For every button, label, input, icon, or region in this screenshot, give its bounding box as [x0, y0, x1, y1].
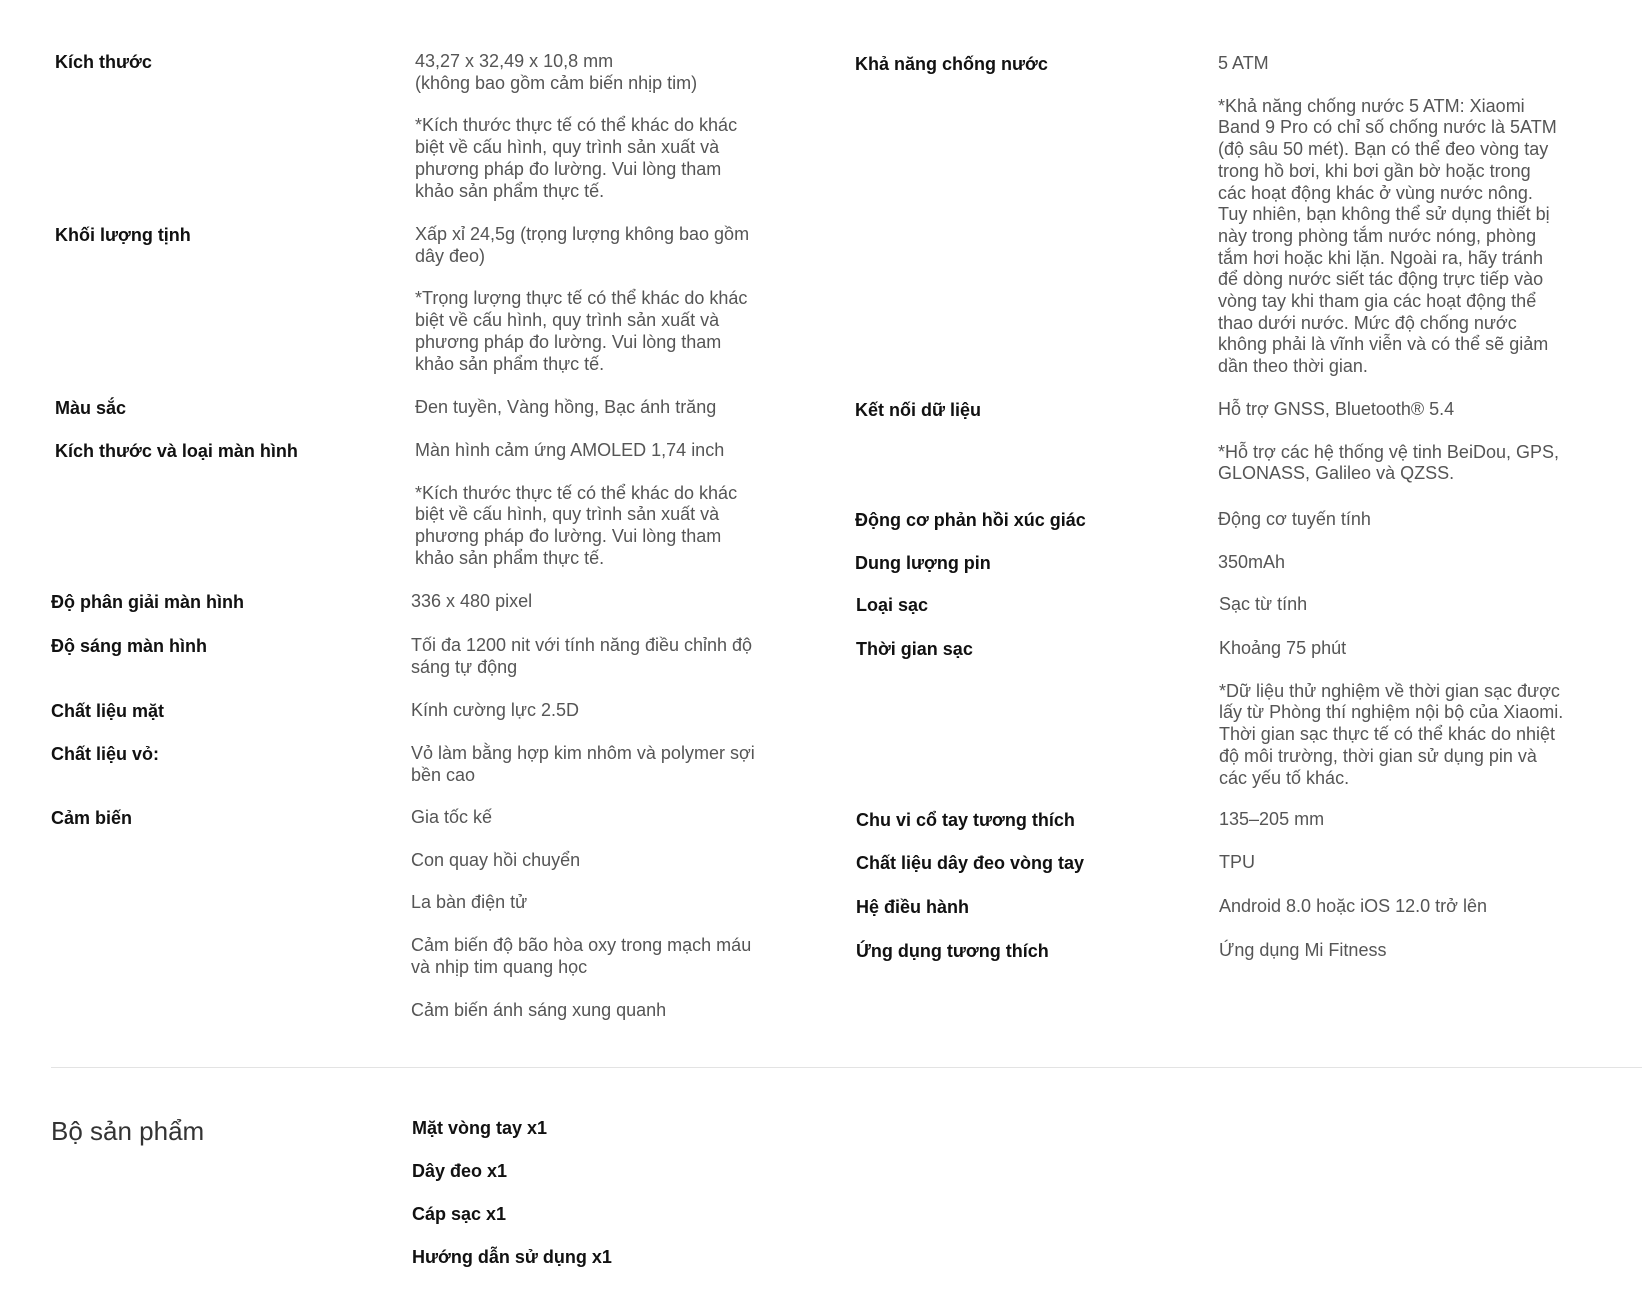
- spec-label: Loại sạc: [856, 595, 929, 615]
- spec-value: Gia tốc kế: [411, 807, 493, 827]
- package-list: [412, 1117, 612, 1268]
- spec-values: [411, 591, 756, 613]
- spec-value: *Khả năng chống nước 5 ATM: Xiaomi Band 9 Pro có chỉ số chống nước là 5ATM (độ sâu 50 mét). Bạn có thể đeo vòng tay trong hồ bơi, khi bơi gần bờ hoặc trong các hoạt động khác ở vùng nước nông. Tuy nhiên, bạn không thể sử dụng thiết bị này trong phòng tắm nước nóng, phòng tắm hơi hoặc khi lặn. Ngoài ra, hãy tránh để dòng nước siết tác động trực tiếp vào vòng tay khi tham gia các hoạt động thể thao dưới nước. Mức độ chống nước không phải là vĩnh viễn và có thể sẽ giảm dần theo thời gian.: [1218, 95, 1557, 377]
- spec-label: Kích thước: [55, 52, 152, 72]
- spec-value: Con quay hồi chuyển: [411, 849, 581, 870]
- spec-value: TPU: [1219, 852, 1255, 872]
- spec-value: Động cơ tuyến tính: [1218, 509, 1371, 529]
- spec-value: Sạc từ tính: [1219, 594, 1308, 614]
- spec-values: [1218, 53, 1563, 378]
- spec-label: Thời gian sạc: [856, 639, 973, 659]
- spec-value: Android 8.0 hoặc iOS 12.0 trở lên: [1219, 896, 1487, 916]
- spec-values: [415, 51, 760, 202]
- spec-label: Chất liệu vỏ:: [51, 744, 160, 764]
- spec-label: Khối lượng tịnh: [55, 225, 191, 245]
- spec-values: [411, 743, 756, 786]
- spec-label: Chất liệu dây đeo vòng tay: [856, 853, 1085, 873]
- spec-value: Ứng dụng Mi Fitness: [1219, 940, 1387, 960]
- spec-values: [411, 807, 756, 1021]
- spec-label: Cảm biến: [51, 808, 133, 828]
- spec-values: [1218, 509, 1563, 531]
- spec-values: [415, 440, 760, 570]
- spec-values: [411, 700, 756, 722]
- spec-value: Tối đa 1200 nit với tính năng điều chỉnh độ sáng tự động: [411, 635, 753, 677]
- spec-values: [1219, 809, 1564, 831]
- spec-label: Động cơ phản hồi xúc giác: [855, 510, 1086, 530]
- spec-value: Kính cường lực 2.5D: [411, 700, 579, 720]
- spec-values: [1219, 852, 1564, 874]
- spec-label: Ứng dụng tương thích: [856, 941, 1049, 961]
- spec-values: [1219, 940, 1564, 962]
- spec-value: 43,27 x 32,49 x 10,8 mm (không bao gồm cảm biến nhịp tim): [415, 51, 698, 93]
- spec-values: [411, 635, 756, 678]
- spec-label: Độ sáng màn hình: [51, 636, 208, 656]
- spec-values: [1219, 896, 1564, 918]
- spec-values: [1218, 552, 1563, 574]
- spec-value: Đen tuyền, Vàng hồng, Bạc ánh trăng: [415, 397, 717, 417]
- spec-label: Kết nối dữ liệu: [855, 400, 982, 420]
- spec-value: Khoảng 75 phút: [1219, 638, 1347, 658]
- spec-values: [415, 397, 760, 419]
- spec-value: La bàn điện tử: [411, 892, 528, 913]
- spec-value: *Kích thước thực tế có thể khác do khác biệt về cấu hình, quy trình sản xuất và phương pháp đo lường. Vui lòng tham khảo sản phẩm thực tế.: [415, 482, 738, 568]
- spec-label: Khả năng chống nước: [855, 54, 1048, 74]
- spec-label: Dung lượng pin: [855, 553, 991, 573]
- spec-value: Màn hình cảm ứng AMOLED 1,74 inch: [415, 440, 725, 460]
- package-item: Mặt vòng tay x1: [412, 1118, 548, 1138]
- spec-value: 336 x 480 pixel: [411, 591, 533, 611]
- spec-value: Vỏ làm bằng hợp kim nhôm và polymer sợi bền cao: [411, 743, 755, 785]
- spec-label: Chất liệu mặt: [51, 701, 165, 721]
- spec-value: 5 ATM: [1218, 53, 1269, 73]
- spec-value: *Trọng lượng thực tế có thể khác do khác biệt về cấu hình, quy trình sản xuất và phương pháp đo lường. Vui lòng tham khảo sản phẩm thực tế.: [415, 288, 748, 374]
- spec-label: Chu vi cổ tay tương thích: [856, 810, 1075, 830]
- spec-label: Hệ điều hành: [856, 897, 970, 917]
- spec-values: [415, 224, 760, 375]
- spec-value: *Hỗ trợ các hệ thống vệ tinh BeiDou, GPS, GLONASS, Galileo và QZSS.: [1218, 441, 1559, 484]
- spec-values: [1218, 399, 1563, 485]
- spec-label: Kích thước và loại màn hình: [55, 441, 298, 461]
- spec-value: 350mAh: [1218, 552, 1286, 572]
- spec-value: Cảm biến ánh sáng xung quanh: [411, 999, 667, 1020]
- spec-label: Độ phân giải màn hình: [51, 592, 244, 612]
- package-title: Bộ sản phẩm: [51, 1116, 205, 1146]
- package-item: Dây đeo x1: [412, 1161, 508, 1181]
- spec-value: Cảm biến độ bão hòa oxy trong mạch máu và nhịp tim quang học: [411, 935, 752, 977]
- spec-value: *Kích thước thực tế có thể khác do khác biệt về cấu hình, quy trình sản xuất và phương pháp đo lường. Vui lòng tham khảo sản phẩm thực tế.: [415, 115, 738, 201]
- spec-value: Hỗ trợ GNSS, Bluetooth® 5.4: [1218, 399, 1455, 419]
- spec-label: Màu sắc: [55, 398, 127, 418]
- spec-value: 135–205 mm: [1219, 809, 1325, 829]
- spec-values: [1219, 594, 1564, 616]
- spec-value: *Dữ liệu thử nghiệm về thời gian sạc được lấy từ Phòng thí nghiệm nội bộ của Xiaomi. Thời gian sạc thực tế có thể khác do nhiệt độ môi trường, thời gian sử dụng pin và các yếu tố khác.: [1219, 680, 1564, 788]
- spec-value: Xấp xỉ 24,5g (trọng lượng không bao gồm dây đeo): [415, 224, 750, 266]
- section-divider: [51, 1067, 1642, 1068]
- package-item: Hướng dẫn sử dụng x1: [412, 1247, 612, 1267]
- spec-values: [1219, 638, 1564, 789]
- package-item: Cáp sạc x1: [412, 1204, 507, 1224]
